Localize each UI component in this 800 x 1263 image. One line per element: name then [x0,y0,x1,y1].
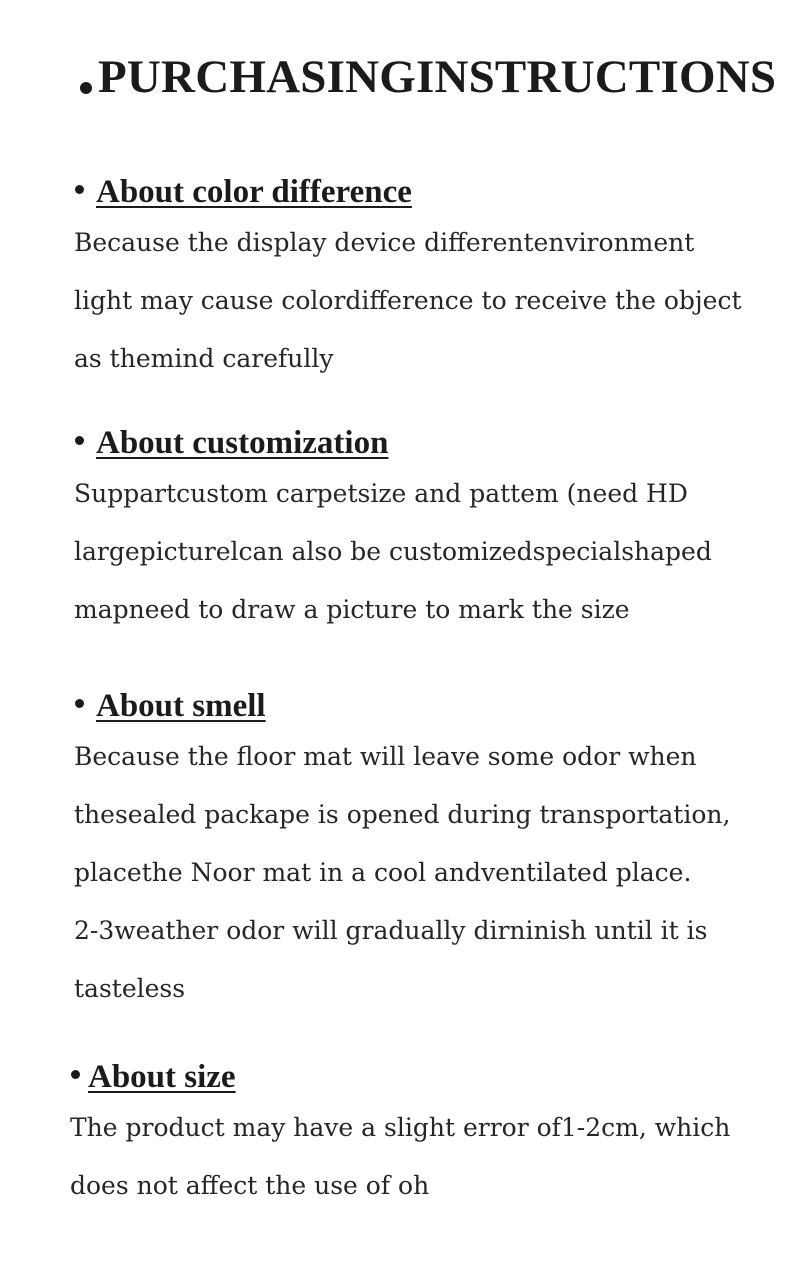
page-title [80,46,776,108]
body-line: The product may have a slight error of1-2cm, which [70,1113,731,1142]
section-title: About size [88,1059,236,1095]
bullet-icon [75,185,84,194]
body-line: tasteless [74,974,186,1003]
section-smell [70,684,770,1018]
section-customization [70,421,770,639]
section-body [70,728,770,1018]
body-line: Because the floor mat will leave some odor when [74,742,697,771]
body-line: mapneed to draw a picture to mark the size [74,595,630,624]
section-title: About smell [96,688,266,724]
body-line: does not affect the use of oh [70,1171,430,1200]
section-heading [70,421,770,465]
section-size [66,1055,766,1215]
section-title: About customization [96,425,389,461]
body-line: Suppartcustom carpetsize and pattem (need HD [74,479,688,508]
body-line: 2-3weather odor will gradually dirninish until it is [74,916,708,945]
body-line: largepicturelcan also be customizedspecialshaped [74,537,712,566]
section-heading [70,684,770,728]
section-body [70,214,770,388]
body-line: thesealed packape is opened during transportation, [74,800,731,829]
page-title-text: PURCHASINGINSTRUCTIONS [98,51,777,103]
bullet-icon [75,436,84,445]
section-color-difference [70,170,770,388]
section-heading [70,170,770,214]
body-line: light may cause colordifference to receive the object [74,286,742,315]
section-body [70,465,770,639]
body-line: Because the display device differentenvironment [74,228,695,257]
body-line: placethe Noor mat in a cool andventilated place. [74,858,692,887]
title-dot-icon [80,82,92,94]
section-heading [66,1055,766,1099]
section-body [66,1099,766,1215]
bullet-icon [71,1070,80,1079]
bullet-icon [75,699,84,708]
section-title: About color difference [96,174,412,210]
body-line: as themind carefully [74,344,334,373]
